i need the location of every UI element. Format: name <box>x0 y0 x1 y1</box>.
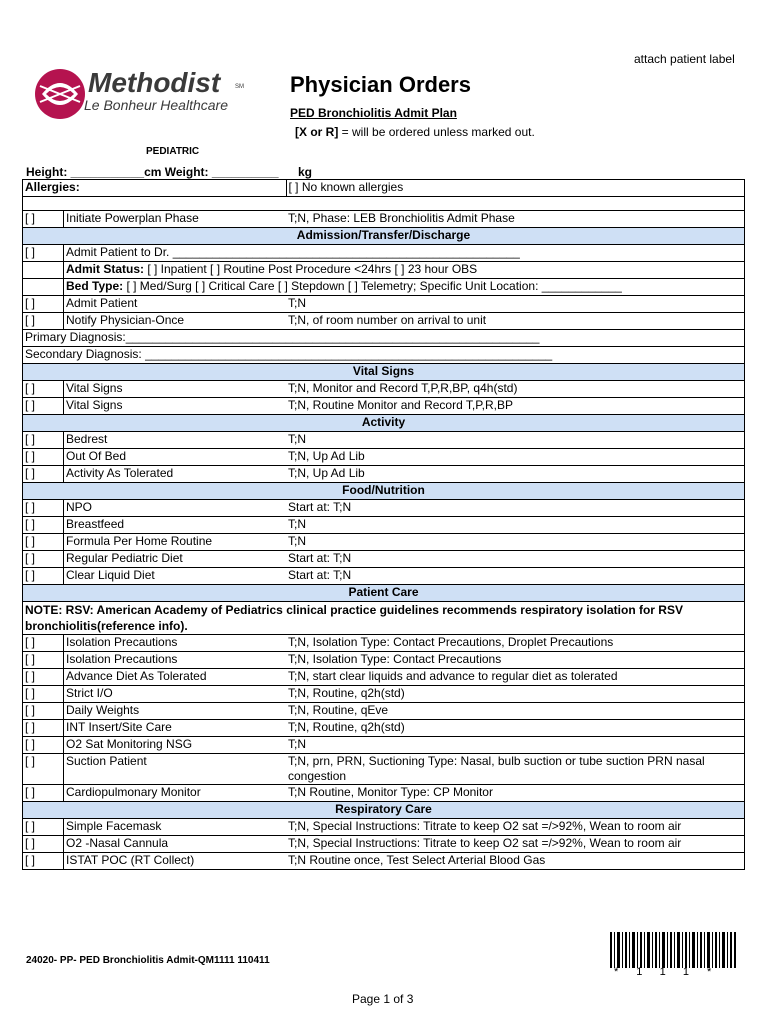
allergies-row <box>23 180 745 197</box>
table-row: [ ] Initiate Powerplan Phase T;N, Phase: LEB Bronchiolitis Admit Phase <box>23 211 745 228</box>
table-row: Admit Status: [ ] Inpatient [ ] Routine Post Procedure <24hrs [ ] 23 hour OBS <box>23 262 745 279</box>
logo-emblem-icon <box>35 69 85 119</box>
table-row: [ ] Vital Signs T;N, Monitor and Record T,P,R,BP, q4h(std) <box>23 381 745 398</box>
table-row: [ ] Admit Patient T;N <box>23 296 745 313</box>
section-header: Activity <box>23 415 745 432</box>
logo-methodist-text: Methodist <box>88 67 221 98</box>
table-row: Bed Type: [ ] Med/Surg [ ] Critical Care [ ] Stepdown [ ] Telemetry; Specific Unit Location: ____________ <box>23 279 745 296</box>
svg-text:SM: SM <box>235 84 244 90</box>
attach-patient-label: attach patient label <box>634 52 735 66</box>
table-row: [ ] Out Of Bed T;N, Up Ad Lib <box>23 449 745 466</box>
table-row: [ ] Vital Signs T;N, Routine Monitor and Record T,P,R,BP <box>23 398 745 415</box>
table-row: [ ] Daily Weights T;N, Routine, qEve <box>23 703 745 720</box>
table-row: Primary Diagnosis:______________________________________________________________ <box>23 330 745 347</box>
table-row: [ ] Activity As Tolerated T;N, Up Ad Lib <box>23 466 745 483</box>
pediatric-label: PEDIATRIC <box>146 146 200 157</box>
orders-table <box>22 179 745 870</box>
section-header: Patient Care <box>23 585 745 602</box>
table-row: [ ] Cardiopulmonary Monitor T;N Routine, Monitor Type: CP Monitor <box>23 785 745 802</box>
no-known-allergies[interactable]: [ ] No known allergies <box>286 180 745 197</box>
barcode-icon <box>610 932 736 968</box>
table-row: [ ] Notify Physician-Once T;N, of room number on arrival to unit <box>23 313 745 330</box>
allergies-label[interactable]: Allergies: <box>23 180 287 197</box>
table-row: [ ] Isolation Precautions T;N, Isolation Type: Contact Precautions, Droplet Precautions <box>23 635 745 652</box>
blank-row <box>23 197 745 211</box>
table-row: [ ] Clear Liquid Diet Start at: T;N <box>23 568 745 585</box>
order-note: [X or R] = will be ordered unless marked out. <box>295 125 535 139</box>
section-header: Respiratory Care <box>23 802 745 819</box>
rsv-note-row: NOTE: RSV: American Academy of Pediatrics clinical practice guidelines recommends respiratory isolation for RSV bronchiolitis(reference info). <box>23 602 745 635</box>
table-row: [ ] Isolation Precautions T;N, Isolation Type: Contact Precautions <box>23 652 745 669</box>
table-row: Secondary Diagnosis: _____________________________________________________________ <box>23 347 745 364</box>
height-weight-line[interactable]: Height: ___________cm Weight: __________ kg <box>26 165 313 179</box>
methodist-logo <box>32 66 262 126</box>
table-row: [ ] Formula Per Home Routine T;N <box>23 534 745 551</box>
table-row: [ ] Breastfeed T;N <box>23 517 745 534</box>
table-row: [ ] Bedrest T;N <box>23 432 745 449</box>
table-row: [ ] Advance Diet As Tolerated T;N, start clear liquids and advance to regular diet as tolerated <box>23 669 745 686</box>
table-row: [ ] O2 Sat Monitoring NSG T;N <box>23 737 745 754</box>
table-row: [ ] O2 -Nasal Cannula T;N, Special Instructions: Titrate to keep O2 sat =/>92%, Wean to room air <box>23 836 745 853</box>
table-row: [ ] Suction Patient T;N, prn, PRN, Suctioning Type: Nasal, bulb suction or tube suction PRN nasal congestion <box>23 754 745 785</box>
plan-subtitle: PED Bronchiolitis Admit Plan <box>290 106 457 120</box>
logo-subtext: Le Bonheur Healthcare <box>84 97 228 113</box>
table-row: [ ] NPO Start at: T;N <box>23 500 745 517</box>
table-row: [ ] ISTAT POC (RT Collect) T;N Routine once, Test Select Arterial Blood Gas <box>23 853 745 870</box>
table-row: [ ] INT Insert/Site Care T;N, Routine, q2h(std) <box>23 720 745 737</box>
section-header: Admission/Transfer/Discharge <box>23 228 745 245</box>
barcode-text: *111* <box>614 966 730 978</box>
form-id: 24020- PP- PED Bronchiolitis Admit-QM1111 110411 <box>26 955 270 966</box>
table-row: [ ] Regular Pediatric Diet Start at: T;N <box>23 551 745 568</box>
table-row: [ ] Admit Patient to Dr. ____________________________________________________ <box>23 245 745 262</box>
table-row: [ ] Simple Facemask T;N, Special Instructions: Titrate to keep O2 sat =/>92%, Wean to room air <box>23 819 745 836</box>
section-header: Food/Nutrition <box>23 483 745 500</box>
page-number: Page 1 of 3 <box>352 992 414 1006</box>
section-header: Vital Signs <box>23 364 745 381</box>
page-title: Physician Orders <box>290 72 471 97</box>
table-row: [ ] Strict I/O T;N, Routine, q2h(std) <box>23 686 745 703</box>
